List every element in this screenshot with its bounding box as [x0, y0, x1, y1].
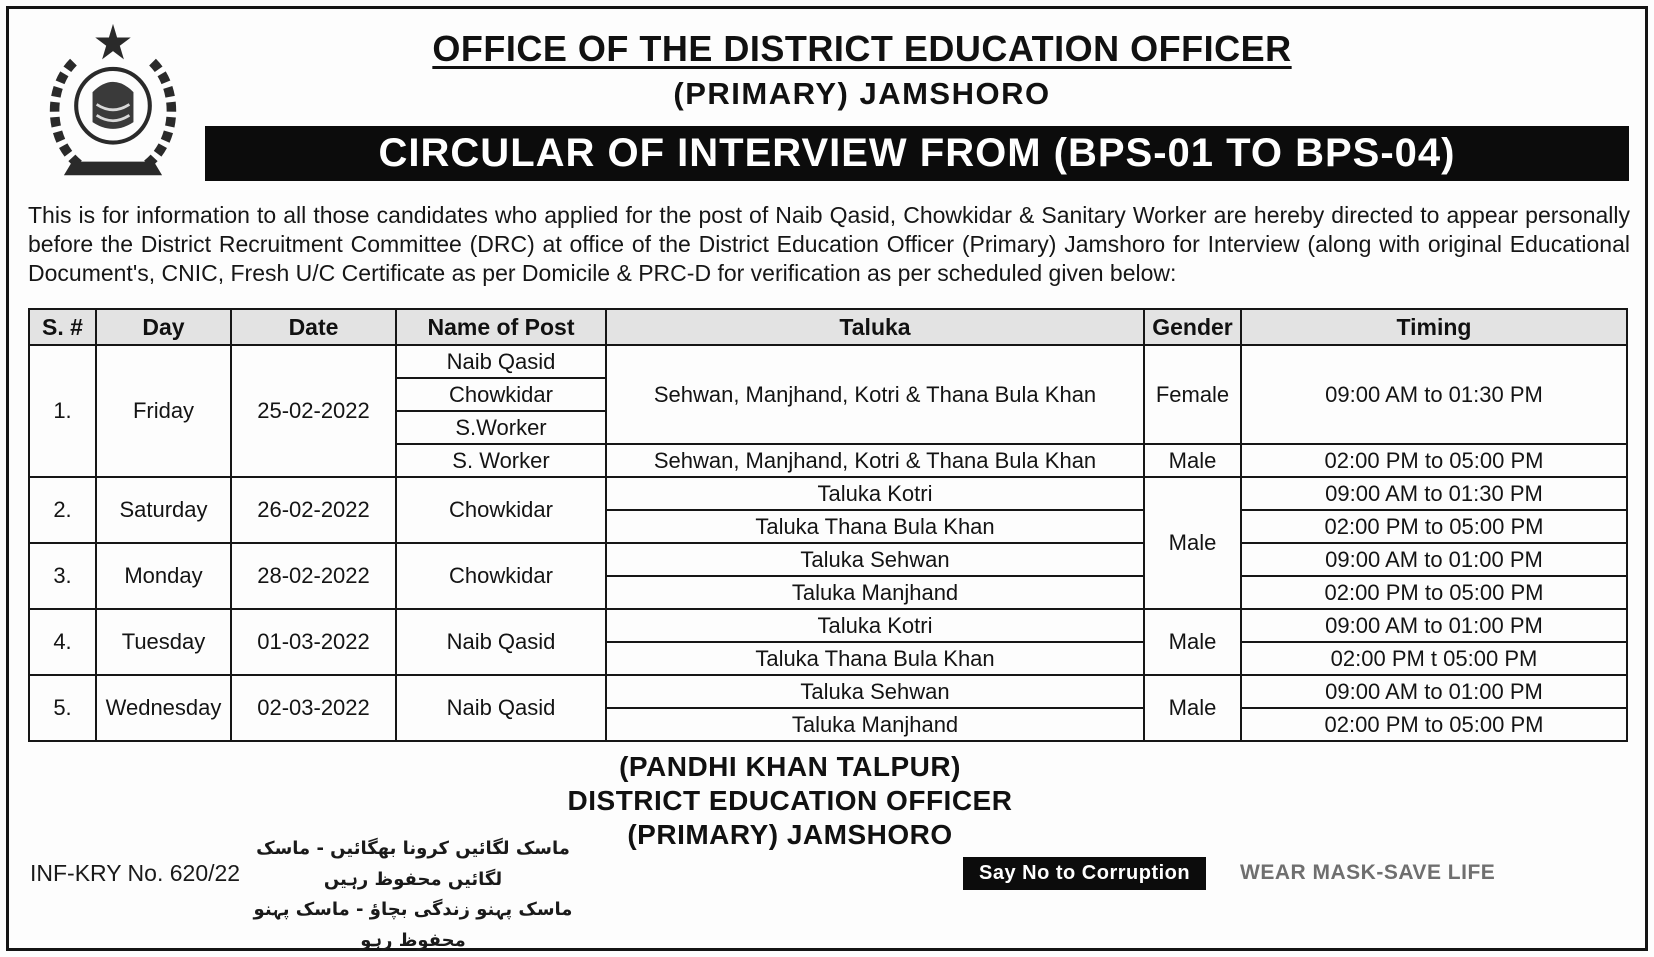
cell-day: Wednesday — [96, 675, 231, 741]
cell-sn: 2. — [29, 477, 96, 543]
cell-date: 25-02-2022 — [231, 345, 396, 477]
col-header-sn: S. # — [29, 309, 96, 345]
col-header-taluka: Taluka — [606, 309, 1144, 345]
cell-timing: 02:00 PM to 05:00 PM — [1241, 576, 1627, 609]
office-subtitle: (PRIMARY) JAMSHORO — [673, 76, 1051, 111]
cell-taluka: Taluka Manjhand — [606, 576, 1144, 609]
cell-taluka: Taluka Sehwan — [606, 543, 1144, 576]
col-header-day: Day — [96, 309, 231, 345]
cell-date: 26-02-2022 — [231, 477, 396, 543]
interview-schedule-table — [28, 308, 1628, 742]
cell-gender: Male — [1144, 477, 1241, 609]
cell-sn: 1. — [29, 345, 96, 477]
cell-timing: 09:00 AM to 01:00 PM — [1241, 675, 1627, 708]
signatory-name: (PANDHI KHAN TALPUR) — [619, 751, 961, 782]
table-row — [29, 477, 1627, 510]
table-header-row — [29, 309, 1627, 345]
cell-day: Tuesday — [96, 609, 231, 675]
urdu-slogan-line1: ماسک لگائیں کرونا بھگائیں - ماسک لگائیں محفوظ رہیں — [256, 838, 570, 890]
cell-post: Naib Qasid — [396, 609, 606, 675]
cell-taluka: Taluka Kotri — [606, 477, 1144, 510]
cell-timing: 09:00 AM to 01:30 PM — [1241, 345, 1627, 444]
cell-timing: 09:00 AM to 01:00 PM — [1241, 543, 1627, 576]
table-row — [29, 675, 1627, 708]
cell-day: Monday — [96, 543, 231, 609]
cell-post: Naib Qasid — [396, 675, 606, 741]
wear-mask-note: WEAR MASK-SAVE LIFE — [1240, 861, 1496, 884]
cell-post: Chowkidar — [396, 543, 606, 609]
cell-timing: 02:00 PM to 05:00 PM — [1241, 510, 1627, 543]
cell-gender: Female — [1144, 345, 1241, 444]
cell-date: 28-02-2022 — [231, 543, 396, 609]
cell-timing: 02:00 PM t 05:00 PM — [1241, 642, 1627, 675]
cell-gender: Male — [1144, 444, 1241, 477]
cell-timing: 09:00 AM to 01:30 PM — [1241, 477, 1627, 510]
cell-taluka: Taluka Kotri — [606, 609, 1144, 642]
cell-day: Friday — [96, 345, 231, 477]
signatory-office: (PRIMARY) JAMSHORO — [627, 819, 953, 850]
cell-taluka: Taluka Thana Bula Khan — [606, 642, 1144, 675]
cell-taluka: Taluka Thana Bula Khan — [606, 510, 1144, 543]
cell-taluka: Taluka Manjhand — [606, 708, 1144, 741]
letterhead — [200, 28, 1524, 112]
col-header-post: Name of Post — [396, 309, 606, 345]
cell-post: S.Worker — [396, 411, 606, 444]
cell-gender: Male — [1144, 675, 1241, 741]
urdu-mask-slogan — [248, 834, 578, 956]
sindh-govt-emblem-icon — [38, 20, 188, 186]
cell-post: S. Worker — [396, 444, 606, 477]
cell-timing: 02:00 PM to 05:00 PM — [1241, 444, 1627, 477]
cell-timing: 09:00 AM to 01:00 PM — [1241, 609, 1627, 642]
cell-day: Saturday — [96, 477, 231, 543]
table-row — [29, 609, 1627, 642]
signatory-designation: DISTRICT EDUCATION OFFICER — [567, 785, 1013, 816]
cell-date: 02-03-2022 — [231, 675, 396, 741]
intro-paragraph: This is for information to all those candidates who applied for the post of Naib Qasid, Chowkidar & Sanitary Worker are hereby directed to appear personally before the District Recruitment Committee (DRC) at office of the District Education Officer (Primary) Jamshoro for Interview (along with original Educational Document's, CNIC, Fresh U/C Certificate as per Domicile & PRC-D for verification as per scheduled given below: — [28, 202, 1630, 286]
cell-post: Chowkidar — [396, 378, 606, 411]
cell-sn: 4. — [29, 609, 96, 675]
cell-sn: 3. — [29, 543, 96, 609]
cell-post: Naib Qasid — [396, 345, 606, 378]
cell-post: Chowkidar — [396, 477, 606, 543]
cell-taluka: Taluka Sehwan — [606, 675, 1144, 708]
cell-taluka: Sehwan, Manjhand, Kotri & Thana Bula Khan — [606, 345, 1144, 444]
urdu-slogan-line2: ماسک پہنو زندگی بچاؤ - ماسک پہنو محفوظ رہو — [253, 899, 573, 951]
corruption-badge: Say No to Corruption — [963, 857, 1206, 890]
col-header-gender: Gender — [1144, 309, 1241, 345]
cell-date: 01-03-2022 — [231, 609, 396, 675]
cell-sn: 5. — [29, 675, 96, 741]
office-title: OFFICE OF THE DISTRICT EDUCATION OFFICER — [432, 28, 1292, 69]
circular-banner: CIRCULAR OF INTERVIEW FROM (BPS-01 TO BPS-04) — [205, 126, 1629, 181]
col-header-date: Date — [231, 309, 396, 345]
table-row — [29, 345, 1627, 378]
table-row — [29, 543, 1627, 576]
cell-timing: 02:00 PM to 05:00 PM — [1241, 708, 1627, 741]
advert-ref-number: INF-KRY No. 620/22 — [30, 860, 241, 886]
col-header-timing: Timing — [1241, 309, 1627, 345]
cell-gender: Male — [1144, 609, 1241, 675]
cell-taluka: Sehwan, Manjhand, Kotri & Thana Bula Khan — [606, 444, 1144, 477]
